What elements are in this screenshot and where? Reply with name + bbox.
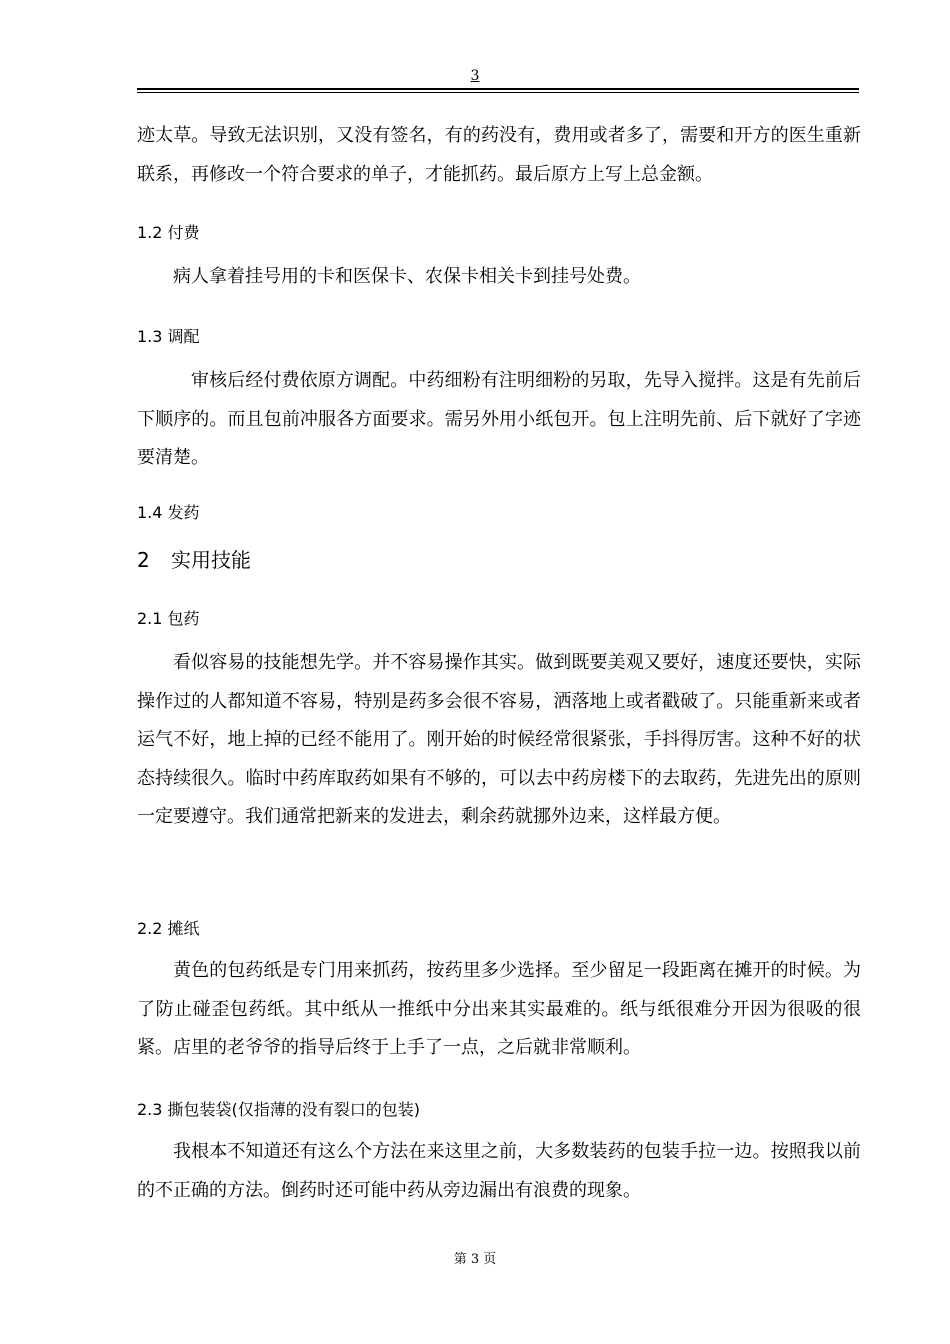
paragraph-2-3: 我根本不知道还有这么个方法在来这里之前，大多数装药的包装手拉一边。按照我以前的不正确的方法。倒药时还可能中药从旁边漏出有浪费的现象。 <box>137 1141 861 1201</box>
section-2-title: 实用技能 <box>171 548 251 572</box>
header-rule-thin <box>137 92 859 93</box>
paragraph-2-1: 看似容易的技能想先学。并不容易操作其实。做到既要美观又要好，速度还要快，实际操作过的人都知道不容易，特别是药多会很不容易，洒落地上或者戳破了。只能重新来或者运气不好，地上掉的已经不能用了。刚开始的时候经常很紧张，手抖得厉害。这种不好的状态持续很久。临时中药库取药如果有不够的，可以去中药房楼下的去取药，先进先出的原则一定要遵守。我们通常把新来的发进去，剩余药就挪外边来，这样最方便。 <box>137 652 861 827</box>
header-page-number: 3 <box>470 68 480 84</box>
paragraph-1-2: 病人拿着挂号用的卡和医保卡、农保卡相关卡到挂号处费。 <box>173 266 641 287</box>
heading-1-2: 1.2 付费 <box>137 223 200 242</box>
paragraph-1-3: 审核后经付费依原方调配。中药细粉有注明细粉的另取，先导入搅拌。这是有先前后下顺序的。而且包前冲服各方面要求。需另外用小纸包开。包上注明先前、后下就好了字迹要清楚。 <box>137 370 861 468</box>
heading-2-3: 2.3 撕包装袋(仅指薄的没有裂口的包装) <box>137 1100 421 1119</box>
heading-1-4: 1.4 发药 <box>137 503 200 522</box>
heading-section-2 <box>137 544 251 573</box>
header-rule-thick <box>137 88 859 90</box>
heading-2-1: 2.1 包药 <box>137 609 200 628</box>
heading-2-2: 2.2 摊纸 <box>137 919 200 938</box>
paragraph-2-2: 黄色的包药纸是专门用来抓药，按药里多少选择。至少留足一段距离在摊开的时候。为了防止碰歪包药纸。其中纸从一推纸中分出来其实最难的。纸与纸很难分开因为很吸的很紧。店里的老爷爷的指导后终于上手了一点，之后就非常顺利。 <box>137 960 861 1058</box>
section-2-number: 2 <box>137 548 150 572</box>
footer-page-label: 第 3 页 <box>453 1252 497 1267</box>
heading-1-3: 1.3 调配 <box>137 327 200 346</box>
paragraph-intro: 迹太草。导致无法识别，又没有签名，有的药没有，费用或者多了，需要和开方的医生重新联系，再修改一个符合要求的单子，才能抓药。最后原方上写上总金额。 <box>137 125 861 185</box>
